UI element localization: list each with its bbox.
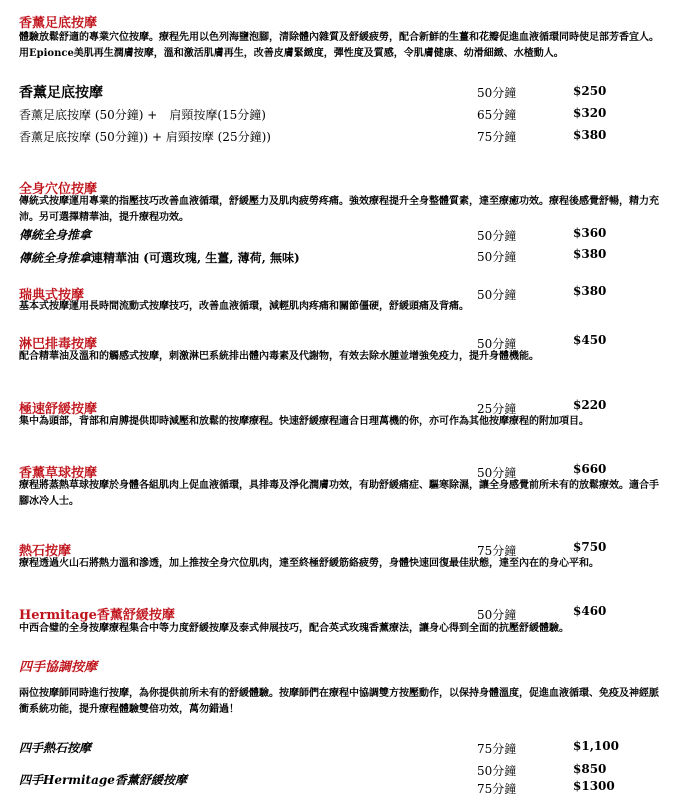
item-price: $460 [573, 604, 607, 618]
item-name: 香薰足底按摩 (50分鐘) + 肩頸按摩(15分鐘) [19, 108, 266, 122]
item-duration: 65分鐘 [477, 108, 517, 122]
item-duration: 75分鐘 [477, 742, 517, 756]
item-duration: 50分鐘 [477, 86, 517, 100]
item-price: $220 [573, 398, 607, 412]
item-price: $250 [573, 84, 607, 98]
section-desc-aroma-foot: 體驗放鬆舒適的專業穴位按摩。療程先用以色列海鹽泡腳，清除體內雜質及舒緩疲勞，配合新鮮的生薑和花瓣促進血液循環同時使足部芳香宜人。用Epionce美肌再生潤膚按摩，溫和激活肌膚再生，改善皮膚緊緻度，彈性度及質感，令肌膚健康、幼滑細緻、水楂動人。 [19, 32, 659, 59]
item-name [19, 247, 300, 266]
item-price: $1300 [573, 779, 615, 793]
item-duration: 50分鐘 [477, 288, 517, 302]
item-name: 四手熱石按摩 [19, 741, 92, 755]
section-desc-lymph: 配合精華油及溫和的觸感式按摩，刺激淋巴系統排出體內毒素及代謝物，有效去除水腫並增強免疫力，提升身體機能。 [19, 351, 539, 362]
section-title-hermitage: Hermitage香薰舒緩按摩 [19, 608, 175, 623]
item-price: $1,100 [573, 739, 619, 753]
section-title-herbal-ball: 香薰草球按摩 [19, 466, 98, 481]
item-name: 香薰足底按摩 (50分鐘)) + 肩頸按摩 (25分鐘)) [19, 130, 271, 144]
item-price: $380 [573, 284, 607, 298]
item-name: 香薰足底按摩 [19, 85, 103, 101]
item-duration: 50分鐘 [477, 466, 517, 480]
section-title-lymph: 淋巴排毒按摩 [19, 337, 98, 352]
item-price: $660 [573, 462, 607, 476]
section-desc-express: 集中為頭部，背部和肩膊提供即時減壓和放鬆的按摩療程。快速舒緩療程適合日理萬機的你，亦可作為其他按摩療程的附加項目。 [19, 416, 589, 427]
item-price: $750 [573, 540, 607, 554]
section-desc-hermitage: 中西合璧的全身按摩療程集合中等力度舒緩按摩及泰式伸展技巧，配合英式玫瑰香薰療法，讓身心得到全面的抗壓舒緩體驗。 [19, 623, 569, 634]
item-name-main: 傳統全身推拿 [19, 251, 92, 265]
section-title-acupoint: 全身穴位按摩 [19, 182, 98, 197]
section-desc-acupoint: 傳統式按摩運用專業的指壓技巧改善血液循環，舒緩壓力及肌肉疲勞疼痛。強效療程提升全身整體質素，達至療癒功效。療程後感覺舒暢，精力充沛。另可選擇精華油，提升療程功效。 [19, 196, 659, 223]
item-price: $380 [573, 247, 607, 261]
section-title-four-hands: 四手協調按摩 [19, 660, 98, 675]
item-name: 四手Hermitage香薰舒緩按摩 [19, 773, 187, 787]
item-name: 傳統全身推拿 [19, 228, 92, 242]
item-price: $360 [573, 226, 607, 240]
item-duration: 75分鐘 [477, 782, 517, 796]
item-duration: 50分鐘 [477, 250, 517, 264]
item-name-suffix: 連精華油 (可選玫瑰, 生薑, 薄荷, 無味) [91, 251, 300, 265]
section-title-aroma-foot: 香薰足底按摩 [19, 16, 98, 31]
section-title-swedish: 瑞典式按摩 [19, 288, 85, 303]
item-duration: 50分鐘 [477, 229, 517, 243]
item-price: $850 [573, 762, 607, 776]
item-duration: 50分鐘 [477, 337, 517, 351]
item-duration: 50分鐘 [477, 608, 517, 622]
section-title-hot-stone: 熱石按摩 [19, 544, 72, 559]
item-price: $380 [573, 128, 607, 142]
item-duration: 25分鐘 [477, 402, 517, 416]
section-desc-herbal-ball: 療程將蒸熱草球按摩於身體各組肌肉上促血液循環，具排毒及淨化潤膚功效，有助舒緩痛症、驅寒除濕，讓全身感覺前所未有的放鬆療效。適合手腳冰冷人士。 [19, 480, 659, 507]
section-title-express: 極速舒緩按摩 [19, 402, 98, 417]
section-desc-swedish: 基本式按摩運用長時間流動式按摩技巧，改善血液循環，減輕肌肉疼痛和關節僵硬，舒緩頭痛及背痛。 [19, 301, 469, 312]
section-desc-hot-stone: 療程透過火山石將熱力溫和滲透，加上推按全身穴位肌肉，達至終極舒緩筋絡疲勞，身體快速回復最佳狀態，達至內在的身心平和。 [19, 558, 599, 569]
item-price: $450 [573, 333, 607, 347]
section-desc-four-hands: 兩位按摩師同時進行按摩，為你提供前所未有的舒緩體驗。按摩師們在療程中協調雙方按壓動作，以保持身體溫度，促進血液循環、免疫及神經脈衝系統功能，提升療程體驗雙倍功效，萬勿錯過！ [19, 688, 659, 715]
item-price: $320 [573, 106, 607, 120]
item-duration: 75分鐘 [477, 130, 517, 144]
item-duration: 50分鐘 [477, 764, 517, 778]
item-duration: 75分鐘 [477, 544, 517, 558]
